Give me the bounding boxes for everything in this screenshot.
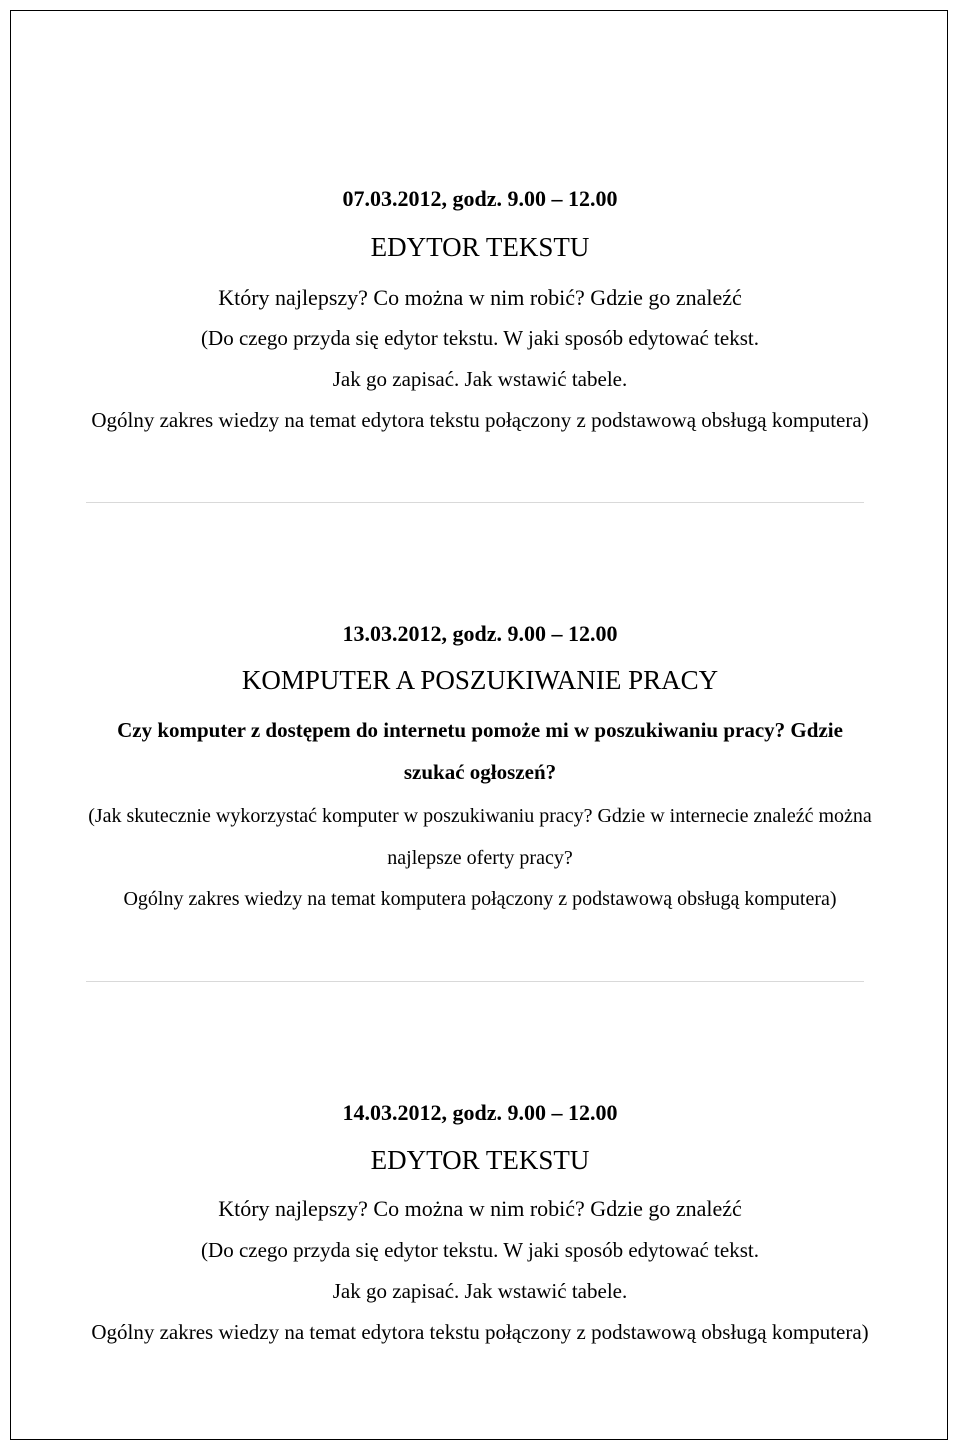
- session-date: 14.03.2012, godz. 9.00 – 12.00: [342, 1100, 618, 1125]
- session-title: KOMPUTER A POSZUKIWANIE PRACY: [241, 665, 719, 695]
- session-description-line: najlepsze oferty pracy?: [387, 847, 573, 869]
- session-description-line: Ogólny zakres wiedzy na temat edytora tekstu połączony z podstawową obsługą komputera): [91, 1320, 869, 1344]
- session-description-line: (Do czego przyda się edytor tekstu. W jaki sposób edytować tekst.: [201, 326, 759, 350]
- session-date: 13.03.2012, godz. 9.00 – 12.00: [342, 621, 618, 646]
- session-description-line: (Do czego przyda się edytor tekstu. W jaki sposób edytować tekst.: [201, 1238, 759, 1262]
- session-description-line: Jak go zapisać. Jak wstawić tabele.: [332, 367, 628, 391]
- session-description-line: Ogólny zakres wiedzy na temat komputera połączony z podstawową obsługą komputera): [123, 888, 837, 910]
- separator-line: [86, 502, 864, 503]
- session-title: EDYTOR TEKSTU: [370, 232, 590, 262]
- session-question: Który najlepszy? Co można w nim robić? Gdzie go znaleźć: [218, 1196, 742, 1221]
- session-title: EDYTOR TEKSTU: [370, 1145, 590, 1175]
- session-date: 07.03.2012, godz. 9.00 – 12.00: [342, 186, 618, 211]
- session-description-line: Ogólny zakres wiedzy na temat edytora tekstu połączony z podstawową obsługą komputera): [91, 408, 869, 432]
- separator-line: [86, 981, 864, 982]
- session-description-line: (Jak skutecznie wykorzystać komputer w poszukiwaniu pracy? Gdzie w internecie znaleźć można: [88, 805, 872, 827]
- session-description-line: Jak go zapisać. Jak wstawić tabele.: [332, 1279, 628, 1303]
- session-question: Który najlepszy? Co można w nim robić? Gdzie go znaleźć: [218, 285, 742, 310]
- session-question: Czy komputer z dostępem do internetu pomoże mi w poszukiwaniu pracy? Gdzie: [117, 718, 843, 742]
- session-question: szukać ogłoszeń?: [403, 760, 557, 784]
